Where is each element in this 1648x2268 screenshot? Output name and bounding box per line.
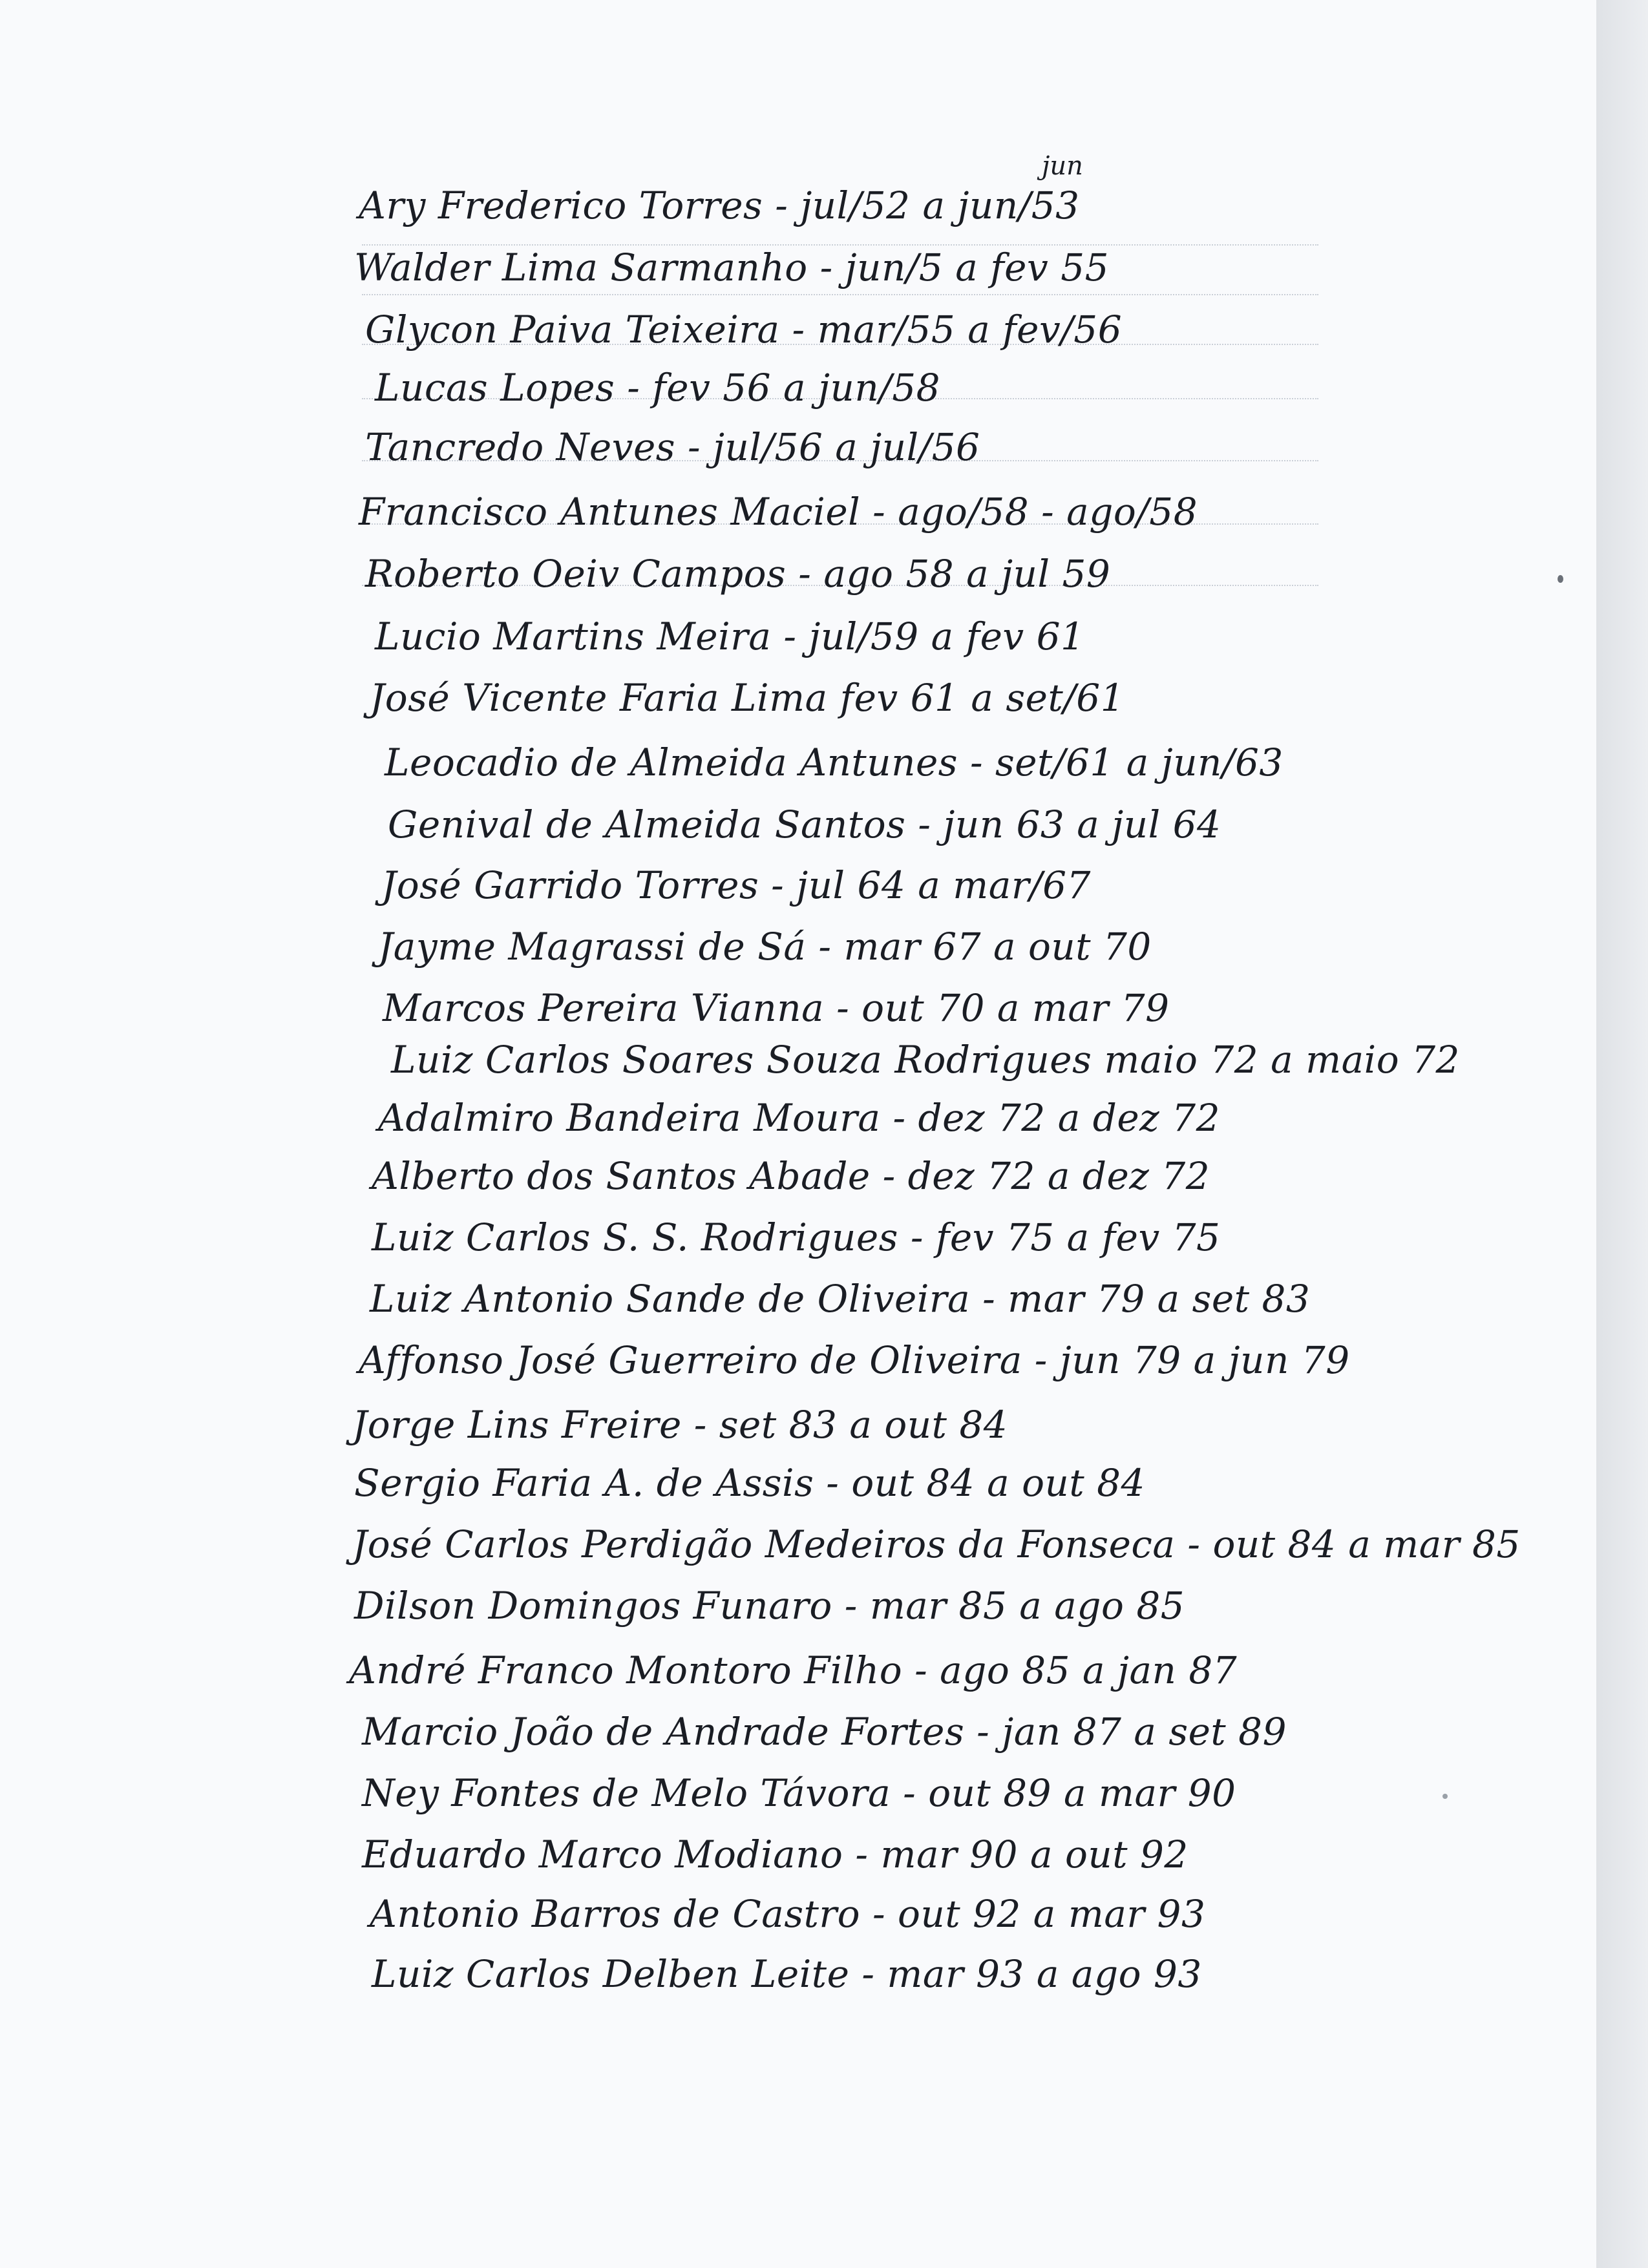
scan-edge bbox=[1596, 0, 1648, 2268]
list-item: Francisco Antunes Maciel - ago/58 - ago/58 bbox=[359, 490, 1198, 534]
list-item: Antonio Barros de Castro - out 92 a mar 93 bbox=[370, 1892, 1206, 1936]
list-item: Glycon Paiva Teixeira - mar/55 a fev/56 bbox=[365, 308, 1123, 352]
list-item: Alberto dos Santos Abade - dez 72 a dez 72 bbox=[372, 1154, 1210, 1198]
list-item: Marcio João de Andrade Fortes - jan 87 a set 89 bbox=[362, 1710, 1287, 1754]
list-item: Luiz Antonio Sande de Oliveira - mar 79 a set 83 bbox=[370, 1277, 1311, 1321]
list-item: Luiz Carlos Soares Souza Rodrigues maio 72 a maio 72 bbox=[391, 1038, 1460, 1082]
list-item: Roberto Oeiv Campos - ago 58 a jul 59 bbox=[365, 552, 1111, 596]
list-item: Lucas Lopes - fev 56 a jun/58 bbox=[375, 366, 941, 410]
list-item: Affonso José Guerreiro de Oliveira - jun 79 a jun 79 bbox=[359, 1338, 1350, 1382]
list-item: Ney Fontes de Melo Távora - out 89 a mar 90 bbox=[362, 1771, 1236, 1815]
list-item: José Vicente Faria Lima fev 61 a set/61 bbox=[370, 676, 1125, 720]
list-item: André Franco Montoro Filho - ago 85 a jan 87 bbox=[349, 1648, 1238, 1692]
list-item: Marcos Pereira Vianna - out 70 a mar 79 bbox=[383, 986, 1170, 1030]
correction-note: jun bbox=[1042, 151, 1083, 181]
list-item: Adalmiro Bandeira Moura - dez 72 a dez 72 bbox=[378, 1096, 1220, 1140]
list-item: Luiz Carlos S. S. Rodrigues - fev 75 a fev 75 bbox=[372, 1215, 1221, 1259]
list-item: Genival de Almeida Santos - jun 63 a jul 64 bbox=[388, 803, 1221, 846]
list-item: Luiz Carlos Delben Leite - mar 93 a ago 93 bbox=[372, 1952, 1202, 1996]
list-item: Leocadio de Almeida Antunes - set/61 a jun/63 bbox=[385, 740, 1284, 784]
list-item: Ary Frederico Torres - jul/52 a jun/53 bbox=[359, 184, 1080, 227]
list-item: Jorge Lins Freire - set 83 a out 84 bbox=[352, 1403, 1008, 1447]
list-item: Sergio Faria A. de Assis - out 84 a out 84 bbox=[354, 1461, 1145, 1505]
list-item: José Carlos Perdigão Medeiros da Fonseca - out 84 a mar 85 bbox=[352, 1522, 1521, 1566]
list-item: Jayme Magrassi de Sá - mar 67 a out 70 bbox=[378, 925, 1152, 969]
list-item: Walder Lima Sarmanho - jun/5 a fev 55 bbox=[354, 246, 1110, 289]
list-item: Lucio Martins Meira - jul/59 a fev 61 bbox=[375, 614, 1085, 658]
list-item: Tancredo Neves - jul/56 a jul/56 bbox=[365, 425, 980, 469]
list-item: Dilson Domingos Funaro - mar 85 a ago 85 bbox=[354, 1584, 1185, 1628]
list-item: Eduardo Marco Modiano - mar 90 a out 92 bbox=[362, 1832, 1188, 1876]
list-item: José Garrido Torres - jul 64 a mar/67 bbox=[381, 863, 1091, 907]
